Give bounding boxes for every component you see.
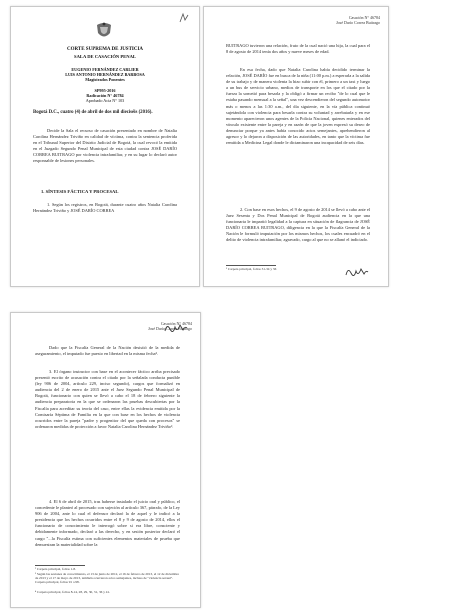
body-paragraph: En esa fecha, dado que Natalia Carolina había decidido terminar la relación, JOSÉ DARÍO fue en busca de la niña (11:00 p.m.) a esperarla a la salida de su trabajo y de manera violenta la hizo subir con él, primero a un taxi y luego a un bus de servicio urbano, medios de transporte en los que el citado por la fuerza la sometió para besarla y la obligó a firmar un recibo "de lo cual que le estaba pasando mensual a la señal", una vez descendieron del segundo automotor más o menos a las 1:30 a.m., del día siguiente, en la vía pública continuó sujetándola con violencia para besarla contra su voluntad y arrebatarla y en ese momento aparecieron unos agentes de la Policía Nacional, quienes enterados del vínculo existente entre la pareja y en razón de que la joven expresó su deseo de denunciar porque ya antes había conocido actos semejantes, aprehendieron al agresor y lo dejaron a disposición de las autoridades, en tanto que la víctima fue remitida a Medicina Legal donde le dictaminaron una incapacidad de seis días. <box>226 67 370 146</box>
coat-of-arms-emblem-icon <box>95 21 113 41</box>
body-paragraph: BUITRAGO tuvieron una relación, fruto de la cual nació una hija, la cual para el 8 de agosto de 2014 tenía dos años y nueve meses de edad. <box>226 43 370 55</box>
handwritten-mark-icon <box>177 11 191 25</box>
body-paragraph: 4. El 6 de abril de 2015, tras haberse instalado el juicio oral y público, el concedente le planteó al procesado con sujeción al artículo 367, párrafo, de la Ley 906 de 2004, ante lo cual el defensor declaró la de aquel y le indicó a la presidencia que los hechos ocurridos entre el 8 y 9 de agosto de 2014, ellos el funcionario de conocimiento le interrogó sobre si era libre, consciente y debidamente informado, declaró a las derecho, y en sesión posterior declaró el cargo "...la Fiscalía estima con suficientes elementos materiales de prueba que demuestran la materialidad sobre la <box>35 499 180 547</box>
page-header <box>336 15 380 25</box>
intro-paragraph: Decide la Sala el recurso de casación presentado en nombre de Natalia Carolina Hernández Triviño en calidad de víctima, contra la sentencia proferida en el Tribunal Superior del Distrito Judicial de Bogotá, la cual revocó la emitida en el Juzgado Segundo Penal Municipal de esta ciudad contra JOSÉ DARÍO CORREA BUITRAGO por violencia intrafamiliar, y en su lugar lo declaró autor responsable de lesiones personales. <box>33 128 177 164</box>
case-reference <box>11 88 199 104</box>
document-page-2 <box>203 6 389 287</box>
header-defendant: José Darío Correa Buitrago <box>336 20 380 25</box>
header-defendant: José Darío Correa Buitrago <box>148 326 192 331</box>
body-paragraph: 1. Según los registros, en Bogotá, durante cuatro años Natalia Carolina Hernández Triviño y JOSÉ DARÍO CORREA <box>33 202 177 214</box>
document-page-1 <box>10 6 200 287</box>
signature-initials-icon <box>344 265 370 279</box>
footnote: ⁴ Carpeta principal, folios 8-14, 28, 29, 30, 31, 36 y 41. <box>35 590 111 594</box>
sp-number: SP995-2016 <box>94 88 116 93</box>
decision-date: Bogotá D.C., cuatro (4) de abril de dos mil dieciséis (2016). <box>33 110 153 115</box>
body-paragraph: 3. El órgano instructor con base en el acontecer fáctico arriba precisado presentó escrito de acusación contra el citado por la señalada conducta punible (ley 906 de 2004, artículo 229, inciso segundo), cargos que formalizó en audiencia del 2 de enero de 2015 ante el Juez Segundo Penal Municipal de Bogotá, funcionario con quien se llevó a cabo el 18 de febrero siguiente la audiencia preparatoria en la que se ordenaron las pruebas descubiertas por la Fiscalía para acreditar su teoría del caso, entre ellas la evidencia emitida por la Comisaría Séptima de Familia en la que con base en los hechos de violencia ocurridos entre la pareja "padre y progenitor del que queda con procesos" se ordenaron medidas de protección a favor Natalia Carolina Hernández Triviño³. <box>35 369 180 429</box>
judges-block <box>11 67 199 83</box>
radicacion-number: Radicación N° 46784 <box>86 93 124 99</box>
signature-initials-icon <box>163 321 189 335</box>
section-heading: 1. SÍNTESIS FÁCTICA Y PROCESAL <box>41 189 119 194</box>
body-paragraph: 2. Con base en esos hechos, el 9 de agosto de 2014 se llevó a cabo ante el Juez Sesenta y Dos Penal Municipal de Bogotá audiencia en la que una funcionaria le impartió legalidad a la captura en situación de flagrancia de JOSÉ DARÍO CORREA BUITRAGO, diligencia en la que la Fiscalía General de la Nación le formuló imputación por los mismos hechos, los cuales encuadró en el delito de violencia intrafamiliar, agravado, cargo al que no se allanó el indiciado. <box>226 207 370 243</box>
court-name: CORTE SUPREMA DE JUSTICIA <box>66 47 144 52</box>
judge-name-2: LUIS ANTONIO HERNÁNDEZ BARBOSA <box>65 72 145 78</box>
judge-name-1: EUGENIO FERNÁNDEZ CARLIER <box>71 67 139 72</box>
approval-acta: Aprobado Acta N° 103 <box>85 98 125 104</box>
footnote-divider <box>35 565 85 566</box>
body-paragraph: Dado que la Fiscalía General de la Nación desistió de la medida de aseguramiento, el imputado fue puesto en libertad en la misma fecha². <box>35 345 180 357</box>
document-page-3 <box>10 312 201 608</box>
judges-title: Magistrados Ponentes <box>85 77 125 83</box>
footnote: ² Carpeta principal, folios 1-8. <box>35 567 76 571</box>
header-case-number: Casación N° 46784 <box>160 321 192 326</box>
footnote: ³ Según las sesiones de conocimiento, el 13 de junio de 2012, el 16 de febrero de 2013, el 12 de diciembre de 2013 y el 17 de mayo de 2013, también ocurrieron actos semejantes, incluso de "violencia sexual". Carpeta principal, folios 91 a 98. <box>35 572 179 585</box>
chamber-name: SALA DE CASACIÓN PENAL <box>74 54 136 59</box>
footnote-divider <box>226 265 276 266</box>
footnote: ¹ Carpeta principal, folios 31-34 y 36 <box>226 267 277 271</box>
header-case-number: Casación N° 46784 <box>348 15 380 20</box>
